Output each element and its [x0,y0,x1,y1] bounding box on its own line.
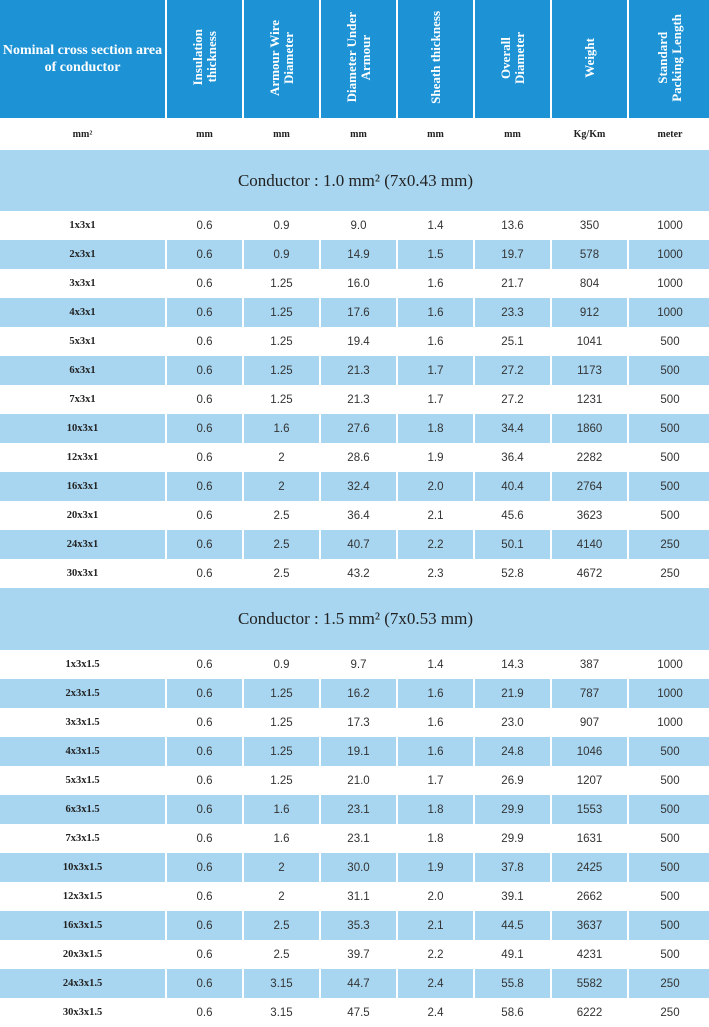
table-cell: 2.3 [398,559,473,588]
table-cell: 14.9 [321,240,396,269]
table-cell: 1.6 [244,414,319,443]
row-size-label: 20x3x1.5 [0,940,165,969]
table-row [0,472,709,501]
row-size-label: 12x3x1 [0,443,165,472]
table-cell: 21.3 [321,385,396,414]
table-cell: 500 [629,472,709,501]
header-packing-length: Standard Packing Length [629,0,709,118]
row-size-label: 10x3x1.5 [0,853,165,882]
table-cell: 58.6 [475,998,550,1027]
table-row [0,240,709,269]
row-size-label: 12x3x1.5 [0,882,165,911]
row-size-label: 7x3x1.5 [0,824,165,853]
table-row [0,940,709,969]
table-cell: 500 [629,414,709,443]
row-size-label: 10x3x1 [0,414,165,443]
table-cell: 47.5 [321,998,396,1027]
section-title: Conductor : 1.0 mm² (7x0.43 mm) [0,150,709,211]
table-cell: 1.6 [244,795,319,824]
table-cell: 2.1 [398,911,473,940]
table-row [0,708,709,737]
table-cell: 2.4 [398,998,473,1027]
table-cell: 29.9 [475,795,550,824]
table-cell: 0.9 [244,650,319,679]
unit-cell: meter [629,118,709,150]
table-cell: 1000 [629,298,709,327]
table-cell: 1.25 [244,327,319,356]
table-cell: 2 [244,853,319,882]
table-row [0,385,709,414]
row-size-label: 7x3x1 [0,385,165,414]
table-cell: 0.6 [167,385,242,414]
table-cell: 27.2 [475,385,550,414]
row-size-label: 24x3x1.5 [0,969,165,998]
table-cell: 43.2 [321,559,396,588]
table-cell: 500 [629,327,709,356]
table-cell: 1.8 [398,795,473,824]
table-row [0,911,709,940]
row-size-label: 6x3x1 [0,356,165,385]
table-cell: 40.7 [321,530,396,559]
table-cell: 1.6 [398,737,473,766]
header-insulation-thickness: Insulation thickness [167,0,242,118]
table-cell: 2.4 [398,969,473,998]
table-cell: 1.8 [398,414,473,443]
table-cell: 19.7 [475,240,550,269]
table-cell: 4140 [552,530,627,559]
table-cell: 1000 [629,211,709,240]
table-cell: 39.1 [475,882,550,911]
table-cell: 0.6 [167,356,242,385]
table-row [0,443,709,472]
row-size-label: 30x3x1.5 [0,998,165,1027]
row-size-label: 4x3x1 [0,298,165,327]
header-weight: Weight [552,0,627,118]
table-row [0,882,709,911]
table-cell: 0.6 [167,530,242,559]
table-cell: 1000 [629,240,709,269]
table-cell: 0.6 [167,501,242,530]
table-cell: 17.3 [321,708,396,737]
table-cell: 21.3 [321,356,396,385]
table-row [0,414,709,443]
header-overall-diameter: Overall Diameter [475,0,550,118]
table-cell: 14.3 [475,650,550,679]
table-cell: 250 [629,530,709,559]
units-row [0,118,709,150]
table-cell: 26.9 [475,766,550,795]
table-cell: 0.6 [167,795,242,824]
table-cell: 1000 [629,679,709,708]
table-cell: 0.6 [167,882,242,911]
table-cell: 50.1 [475,530,550,559]
table-cell: 2.5 [244,530,319,559]
table-row [0,853,709,882]
table-cell: 1.7 [398,766,473,795]
table-row [0,824,709,853]
unit-cell: mm [398,118,473,150]
table-cell: 0.6 [167,269,242,298]
table-cell: 2425 [552,853,627,882]
table-cell: 0.6 [167,708,242,737]
table-cell: 1000 [629,269,709,298]
table-cell: 2.2 [398,940,473,969]
table-row [0,327,709,356]
table-cell: 1.25 [244,708,319,737]
table-cell: 907 [552,708,627,737]
table-cell: 2.0 [398,882,473,911]
table-cell: 0.6 [167,327,242,356]
table-cell: 350 [552,211,627,240]
table-cell: 1.25 [244,679,319,708]
table-cell: 500 [629,853,709,882]
table-cell: 0.6 [167,240,242,269]
table-cell: 500 [629,795,709,824]
table-cell: 55.8 [475,969,550,998]
table-cell: 1.4 [398,650,473,679]
table-cell: 2.5 [244,501,319,530]
table-cell: 1860 [552,414,627,443]
table-cell: 37.8 [475,853,550,882]
table-cell: 19.1 [321,737,396,766]
table-cell: 578 [552,240,627,269]
table-cell: 0.9 [244,240,319,269]
table-cell: 17.6 [321,298,396,327]
table-cell: 1041 [552,327,627,356]
table-cell: 500 [629,882,709,911]
table-cell: 1207 [552,766,627,795]
table-cell: 500 [629,737,709,766]
table-cell: 0.6 [167,998,242,1027]
header-armour-wire-diameter: Armour Wire Diameter [244,0,319,118]
table-cell: 1.6 [398,679,473,708]
table-cell: 0.6 [167,969,242,998]
table-cell: 1000 [629,650,709,679]
table-cell: 0.6 [167,298,242,327]
table-cell: 23.1 [321,824,396,853]
table-cell: 39.7 [321,940,396,969]
table-cell: 1553 [552,795,627,824]
table-cell: 500 [629,766,709,795]
table-cell: 2.5 [244,911,319,940]
header-diameter-under-armour: Diameter Under Armour [321,0,396,118]
table-cell: 0.6 [167,650,242,679]
table-cell: 1000 [629,708,709,737]
row-size-label: 3x3x1.5 [0,708,165,737]
table-row [0,298,709,327]
unit-cell: mm [244,118,319,150]
table-cell: 0.6 [167,679,242,708]
table-cell: 1046 [552,737,627,766]
table-cell: 500 [629,940,709,969]
row-size-label: 30x3x1 [0,559,165,588]
table-cell: 21.7 [475,269,550,298]
table-cell: 0.6 [167,737,242,766]
table-cell: 0.6 [167,443,242,472]
table-cell: 1231 [552,385,627,414]
table-cell: 28.6 [321,443,396,472]
unit-cell: mm [475,118,550,150]
row-size-label: 1x3x1.5 [0,650,165,679]
table-cell: 35.3 [321,911,396,940]
table-row [0,530,709,559]
table-cell: 2.2 [398,530,473,559]
table-cell: 1.25 [244,385,319,414]
table-row [0,356,709,385]
table-cell: 2 [244,443,319,472]
table-cell: 500 [629,911,709,940]
table-cell: 3.15 [244,969,319,998]
table-cell: 0.6 [167,559,242,588]
table-cell: 1.5 [398,240,473,269]
table-cell: 19.4 [321,327,396,356]
unit-cell: mm [321,118,396,150]
table-cell: 36.4 [321,501,396,530]
table-cell: 9.7 [321,650,396,679]
table-row [0,650,709,679]
table-cell: 9.0 [321,211,396,240]
table-cell: 1173 [552,356,627,385]
table-row [0,679,709,708]
table-cell: 30.0 [321,853,396,882]
table-cell: 1.25 [244,356,319,385]
table-cell: 5582 [552,969,627,998]
table-cell: 3.15 [244,998,319,1027]
row-size-label: 1x3x1 [0,211,165,240]
header-row [0,0,709,118]
table-cell: 2764 [552,472,627,501]
table-cell: 0.6 [167,211,242,240]
table-cell: 0.6 [167,414,242,443]
table-row [0,969,709,998]
row-size-label: 4x3x1.5 [0,737,165,766]
table-cell: 45.6 [475,501,550,530]
table-cell: 500 [629,385,709,414]
table-cell: 1.6 [398,327,473,356]
table-cell: 44.7 [321,969,396,998]
table-row [0,269,709,298]
table-cell: 0.6 [167,940,242,969]
table-cell: 2.1 [398,501,473,530]
table-cell: 2.5 [244,940,319,969]
table-cell: 0.9 [244,211,319,240]
table-cell: 500 [629,824,709,853]
table-cell: 49.1 [475,940,550,969]
unit-cell: Kg/Km [552,118,627,150]
table-cell: 1.25 [244,269,319,298]
table-cell: 500 [629,356,709,385]
table-cell: 27.6 [321,414,396,443]
table-cell: 0.6 [167,824,242,853]
table-cell: 250 [629,998,709,1027]
table-row [0,766,709,795]
section-header-row [0,588,709,650]
table-body [0,150,709,1027]
row-size-label: 16x3x1 [0,472,165,501]
table-cell: 1.8 [398,824,473,853]
table-cell: 40.4 [475,472,550,501]
table-cell: 0.6 [167,853,242,882]
table-cell: 2282 [552,443,627,472]
row-size-label: 16x3x1.5 [0,911,165,940]
table-cell: 21.9 [475,679,550,708]
table-cell: 1.9 [398,853,473,882]
row-size-label: 2x3x1 [0,240,165,269]
table-cell: 1.9 [398,443,473,472]
table-row [0,737,709,766]
row-size-label: 24x3x1 [0,530,165,559]
table-cell: 25.1 [475,327,550,356]
row-size-label: 20x3x1 [0,501,165,530]
table-cell: 250 [629,969,709,998]
table-cell: 3637 [552,911,627,940]
table-cell: 4672 [552,559,627,588]
table-cell: 1.4 [398,211,473,240]
table-cell: 4231 [552,940,627,969]
row-size-label: 3x3x1 [0,269,165,298]
header-cross-section: Nominal cross section area of conductor [0,0,165,118]
table-cell: 1.6 [244,824,319,853]
table-cell: 36.4 [475,443,550,472]
table-cell: 21.0 [321,766,396,795]
table-cell: 1.7 [398,385,473,414]
table-row [0,998,709,1027]
table-cell: 500 [629,501,709,530]
table-cell: 16.0 [321,269,396,298]
table-cell: 1.25 [244,766,319,795]
table-cell: 24.8 [475,737,550,766]
table-cell: 6222 [552,998,627,1027]
table-cell: 23.1 [321,795,396,824]
table-cell: 1.25 [244,298,319,327]
section-title: Conductor : 1.5 mm² (7x0.53 mm) [0,588,709,650]
table-cell: 23.0 [475,708,550,737]
table-cell: 31.1 [321,882,396,911]
table-cell: 912 [552,298,627,327]
table-cell: 27.2 [475,356,550,385]
table-cell: 2 [244,882,319,911]
table-cell: 2.5 [244,559,319,588]
table-row [0,559,709,588]
table-cell: 1.6 [398,298,473,327]
table-cell: 250 [629,559,709,588]
table-cell: 0.6 [167,766,242,795]
table-cell: 52.8 [475,559,550,588]
section-header-row [0,150,709,211]
table-cell: 32.4 [321,472,396,501]
table-cell: 1631 [552,824,627,853]
table-cell: 500 [629,443,709,472]
table-cell: 1.7 [398,356,473,385]
table-row [0,501,709,530]
table-cell: 387 [552,650,627,679]
unit-cell: mm² [0,118,165,150]
unit-cell: mm [167,118,242,150]
table-cell: 2 [244,472,319,501]
table-row [0,211,709,240]
table-cell: 2662 [552,882,627,911]
table-cell: 13.6 [475,211,550,240]
table-cell: 1.25 [244,737,319,766]
table-row [0,795,709,824]
table-cell: 44.5 [475,911,550,940]
table-cell: 0.6 [167,911,242,940]
table-cell: 3623 [552,501,627,530]
table-cell: 29.9 [475,824,550,853]
row-size-label: 2x3x1.5 [0,679,165,708]
row-size-label: 6x3x1.5 [0,795,165,824]
table-cell: 787 [552,679,627,708]
table-cell: 23.3 [475,298,550,327]
table-cell: 1.6 [398,269,473,298]
row-size-label: 5x3x1 [0,327,165,356]
table-cell: 0.6 [167,472,242,501]
table-cell: 2.0 [398,472,473,501]
table-cell: 34.4 [475,414,550,443]
header-sheath-thickness: Sheath thickness [398,0,473,118]
table-cell: 16.2 [321,679,396,708]
table-cell: 1.6 [398,708,473,737]
table-cell: 804 [552,269,627,298]
row-size-label: 5x3x1.5 [0,766,165,795]
